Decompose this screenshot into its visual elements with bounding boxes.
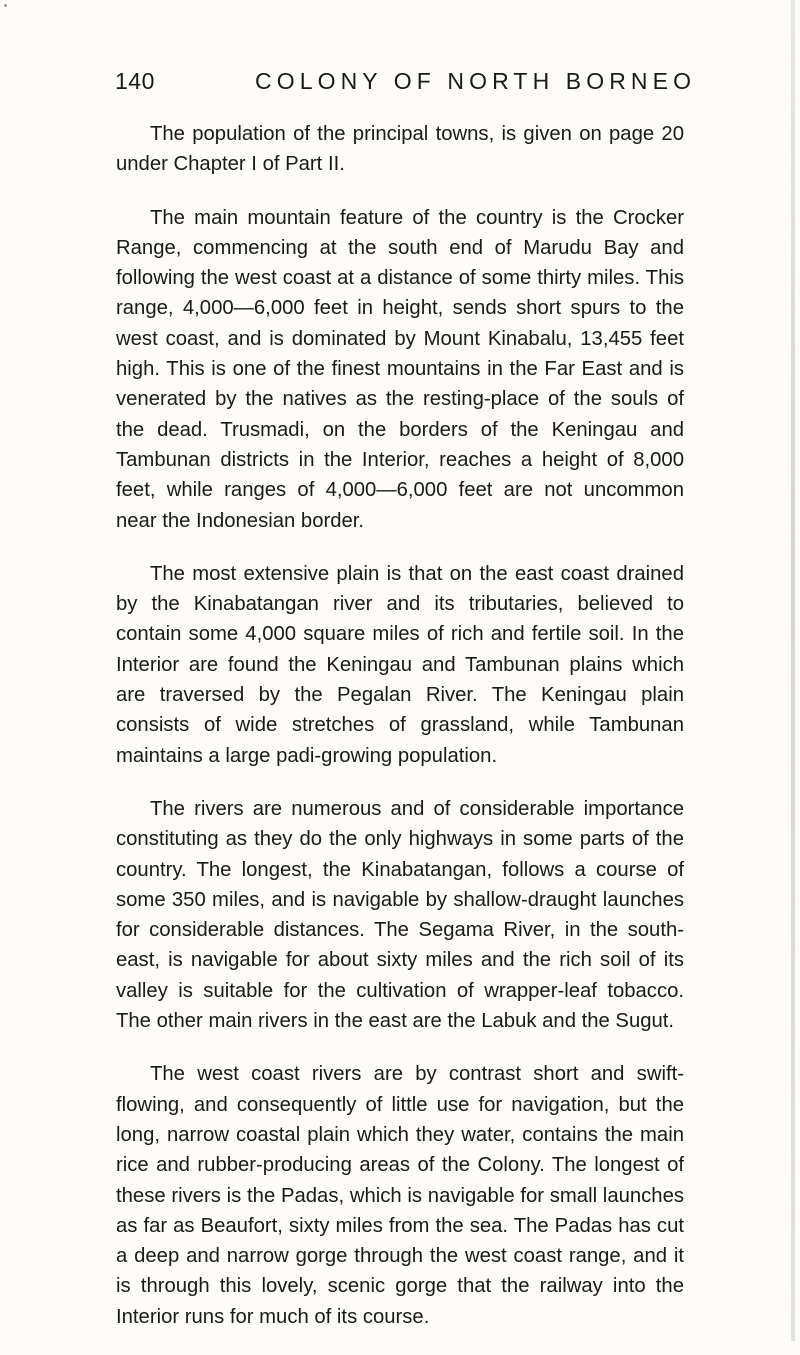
page-header [115,68,697,104]
page-number: 140 [115,68,155,94]
scan-speck [4,4,7,7]
paragraph-population: The population of the principal towns, is given on page 20 under Chapter I of Part II. [116,123,684,176]
body-text [116,119,684,1355]
paragraph-west-coast-rivers: The west coast rivers are by contrast short and swift-flowing, and consequently of little use for navigation, but the long, narrow coastal plain which they water, contains the main rice and rubber-producing areas of the Colony. The longest of these rivers is the Padas, which is navigable for small launches as far as Beaufort, sixty miles from the sea. The Padas has cut a deep and narrow gorge through the west coast range, and it is through this lovely, scenic gorge that the railway into the Interior runs for much of its course. [116,1063,684,1328]
running-title: COLONY OF NORTH BORNEO [255,68,697,94]
page-edge-shadow [791,0,795,1341]
paragraph-plains: The most extensive plain is that on the east coast drained by the Kinabatangan river and its tributaries, believed to contain some 4,000 square miles of rich and fertile soil. In the Interior are found the Keningau and Tambunan plains which are traversed by the Pegalan River. The Keningau plain consists of wide stretches of grassland, while Tambunan maintains a large padi-growing population. [116,562,684,767]
paragraph-rivers: The rivers are numerous and of considerable importance constituting as they do the only highways in some parts of the country. The longest, the Kinabatangan, follows a course of some 350 miles, and is navigable by shallow-draught launches for considerable distances. The Segama River, in the south-east, is navigable for about sixty miles and the rich soil of its valley is suitable for the cultivation of wrapper-leaf tobacco. The other main rivers in the east are the Labuk and the Sugut. [116,797,684,1033]
paragraph-mountains: The main mountain feature of the country is the Crocker Range, commencing at the south end of Marudu Bay and following the west coast at a distance of some thirty miles. This range, 4,000—6,000 feet in height, sends short spurs to the west coast, and is dominated by Mount Kinabalu, 13,455 feet high. This is one of the finest mountains in the Far East and is venerated by the natives as the resting-place of the souls of the dead. Trusmadi, on the borders of the Keningau and Tambunan districts in the Interior, reaches a height of 8,000 feet, while ranges of 4,000—6,000 feet are not uncommon near the Indonesian border. [116,206,684,532]
